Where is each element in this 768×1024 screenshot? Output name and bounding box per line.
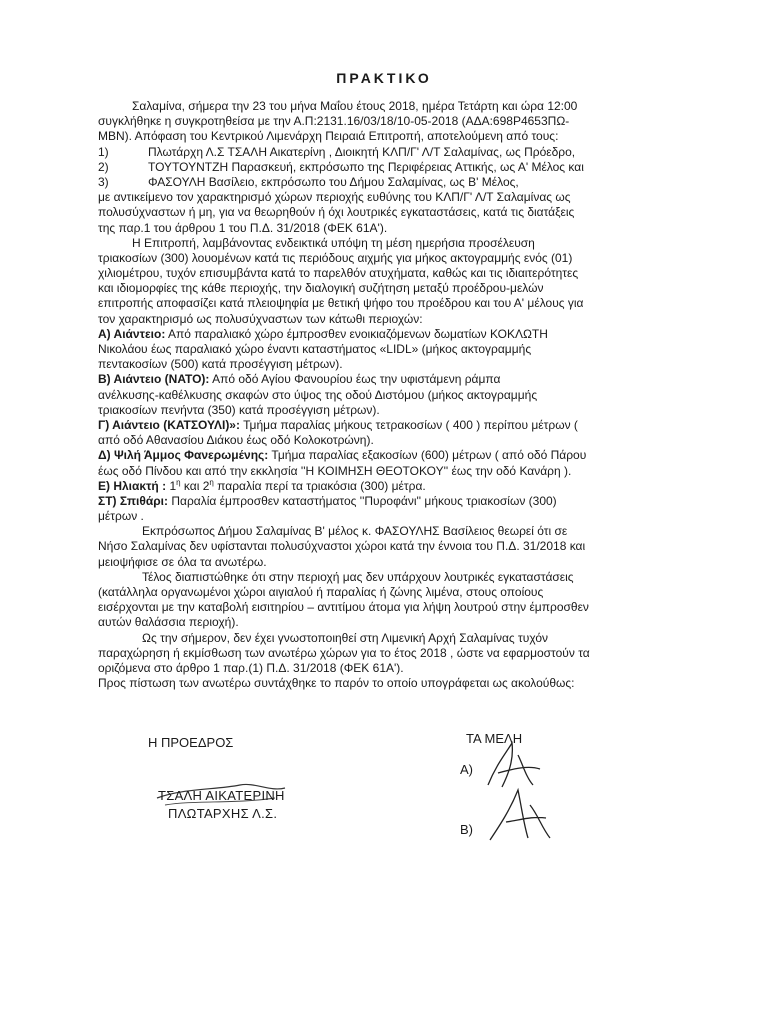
document-body [98, 99, 632, 691]
text-line: μέτρων . [98, 509, 144, 524]
document-title: ΠΡΑΚΤΙΚΟ [336, 70, 432, 86]
text-line: ΦΑΣΟΥΛΗ Βασίλειο, εκπρόσωπο του Δήμου Σαλαμίνας, ως Β' Μέλος, [148, 174, 519, 189]
text-line: Σαλαμίνα, σήμερα την 23 του μήνα Μαΐου έτους 2018, ημέρα Τετάρτη και ώρα 12:00 [132, 99, 578, 113]
text-line: Από παραλιακό χώρο έμπροσθεν ενοικιαζόμενων δωματίων ΚΟΚΛΩΤΗ [167, 326, 548, 341]
text-line: από οδό Αθανασίου Διάκου έως οδό Κολοκοτρώνη). [98, 433, 374, 448]
area-e-label: Ε) Ηλιακτή : [98, 478, 167, 493]
committee-member-1 [98, 145, 632, 160]
area-st-label: ΣΤ) Σπιθάρι: [98, 493, 168, 508]
text-line: τριακοσίων πενήντα (350) κατά προσέγγιση μέτρων). [98, 402, 380, 417]
area-e [98, 479, 632, 494]
member-b-signature [480, 780, 570, 850]
text-line: Από οδό Αγίου Φανουρίου έως την υφιστάμενη ράμπα [212, 372, 501, 387]
text-line: οριζόμενα στο άρθρο 1 παρ.(1) Π.Δ. 31/2018 (ΦΕΚ 61Α'). [98, 660, 404, 675]
text-line: με αντικείμενο τον χαρακτηρισμό χώρων περιοχής ευθύνης του ΚΛΠ/Γ' Λ/Τ Σαλαμίνας ως [98, 190, 571, 205]
text-line: της παρ.1 του άρθρου 1 του Π.Δ. 31/2018 (ΦΕΚ 61Α'). [98, 220, 388, 235]
text-line: πολυσύχναστων ή μη, για να θεωρηθούν ή όχι λουτρικές εγκαταστάσεις, κατά τις διατάξεις [98, 205, 575, 220]
president-name: ΤΣΑΛΗ ΑΙΚΑΤΕΡΙΝΗ [158, 788, 285, 803]
area-c [98, 418, 632, 433]
text-line: πεντακοσίων (500) κατά προσέγγιση μέτρων). [98, 357, 343, 372]
area-d [98, 448, 632, 463]
text-line: συγκλήθηκε η συγκροτηθείσα με την Α.Π:2131.16/03/18/10-05-2018 (ΑΔΑ:698Ρ4653ΠΩ- [98, 114, 570, 129]
area-st [98, 494, 632, 509]
member-a-label: Α) [460, 762, 473, 777]
area-a [98, 327, 632, 342]
text-line: χιλιομέτρου, τυχόν επισυμβάντα κατά το παρελθόν ατυχήματα, καθώς και τις ιδιαιτερότητες [98, 266, 579, 281]
text-line: Πλωτάρχη Λ.Σ ΤΣΑΛΗ Αικατερίνη , Διοικητή ΚΛΠ/Γ' Λ/Τ Σαλαμίνας, ως Πρόεδρο, [148, 144, 576, 159]
area-a-label: Α) Αιάντειο: [98, 326, 166, 341]
ordinal-suffix: η [209, 477, 214, 487]
text-line: ΤΟΥΤΟΥΝΤΖΗ Παρασκευή, εκπρόσωπο της Περιφέρειας Αττικής, ως Α' Μέλος και [148, 159, 584, 174]
text-line: παραχώρηση ή εκμίσθωση των ανωτέρω χώρων για το έτος 2018 , ώστε να εφαρμοστούν τα [98, 645, 590, 660]
president-title: Η ΠΡΟΕΔΡΟΣ [148, 735, 234, 750]
list-number: 2) [98, 159, 109, 174]
area-b [98, 372, 632, 387]
text-line: έως οδό Πίνδου και από την εκκλησία ''Η ΚΟΙΜΗΣΗ ΘΕΟΤΟΚΟΥ'' έως την οδό Κανάρη ). [98, 463, 572, 478]
text-line: Τμήμα παραλίας μήκους τετρακοσίων ( 400 ) περίπου μέτρων ( [243, 417, 578, 432]
text-line: (κατάλληλα οργανωμένοι χώροι αιγιαλού ή παραλίας ή ζώνης λιμένα, στους οποίους [98, 585, 544, 599]
text-line: και ιδιομορφίες της κάθε περιοχής, την διαλογική συζήτηση μεταξύ προέδρου-μελών [98, 281, 544, 296]
text-line: τριακοσίων (300) λουομένων κατά τις περιόδους αιχμής για μήκος ακτογραμμής ενός (01) [98, 250, 573, 265]
committee-member-2 [98, 160, 632, 175]
text-line: ανέλκυσης-καθέλκυσης σκαφών στο ύψος της οδού Διστόμου (μήκος ακτογραμμής [98, 387, 538, 402]
president-rank: ΠΛΩΤΑΡΧΗΣ Λ.Σ. [168, 806, 278, 821]
text-line: Νικολάου έως παραλιακό χώρο έναντι καταστήματος «LIDL» (μήκος ακτογραμμής [98, 342, 532, 356]
text-line: Τμήμα παραλίας εξακοσίων (600) μέτρων ( από οδό Πάρου [271, 448, 587, 463]
text-line: τον χαρακτηρισμό ως πολυσύχναστων των κάτωθι περιοχών: [98, 311, 423, 326]
list-number: 3) [98, 174, 109, 189]
text-line: εισέρχονται με την καταβολή εισιτηρίου – αντιτίμου άτομα για λήψη λουτρού στην έμπροσθεν [98, 600, 589, 615]
area-e-num1: 1 [169, 478, 177, 493]
area-e-mid: και 2 [180, 478, 210, 493]
text-line: Νήσο Σαλαμίνας δεν υφίστανται πολυσύχναστοι χώροι κατά την έννοια του Π.Δ. 31/2018 και [98, 539, 586, 554]
text-line: μειοψήφισε σε όλα τα ανωτέρω. [98, 554, 267, 569]
text-line: Η Επιτροπή, λαμβάνοντας ενδεικτικά υπόψη τη μέση ημερήσια προσέλευση [132, 235, 535, 250]
committee-member-3 [98, 175, 632, 190]
list-number: 1) [98, 144, 109, 159]
area-d-label: Δ) Ψιλή Άμμος Φανερωμένης: [98, 448, 269, 463]
ordinal-suffix: η [176, 477, 181, 487]
text-line: αυτών θαλάσσια περιοχή). [98, 615, 239, 630]
members-title: ΤΑ ΜΕΛΗ [466, 731, 523, 746]
text-line: ΜΒΝ). Απόφαση του Κεντρικού Λιμενάρχη Πειραιά Επιτροπή, αποτελούμενη από τους: [98, 129, 559, 144]
area-e-text: παραλία περί τα τριακόσια (300) μέτρα. [213, 478, 426, 493]
text-line: Εκπρόσωπος Δήμου Σαλαμίνας Β' μέλος κ. ΦΑΣΟΥΛΗΣ Βασίλειος θεωρεί ότι σε [142, 524, 568, 539]
member-b-label: Β) [460, 822, 473, 837]
area-c-label: Γ) Αιάντειο (ΚΑΤΣΟΥΛΙ)»: [98, 417, 240, 432]
text-line: Προς πίστωση των ανωτέρω συντάχθηκε το παρόν το οποίο υπογράφεται ως ακολούθως: [98, 676, 575, 691]
text-line: Παραλία έμπροσθεν καταστήματος ''Πυροφάνι'' μήκους τριακοσίων (300) [171, 493, 557, 508]
text-line: επιτροπής αποφασίζει κατά πλειοψηφία με θετική ψήφο του προέδρου και του Α' μέλους για [98, 296, 584, 311]
text-line: Ως την σήμερον, δεν έχει γνωστοποιηθεί στη Λιμενική Αρχή Σαλαμίνας τυχόν [142, 630, 548, 645]
text-line: Τέλος διαπιστώθηκε ότι στην περιοχή μας δεν υπάρχουν λουτρικές εγκαταστάσεις [142, 569, 574, 584]
area-b-label: Β) Αιάντειο (ΝΑΤΟ): [98, 372, 210, 387]
